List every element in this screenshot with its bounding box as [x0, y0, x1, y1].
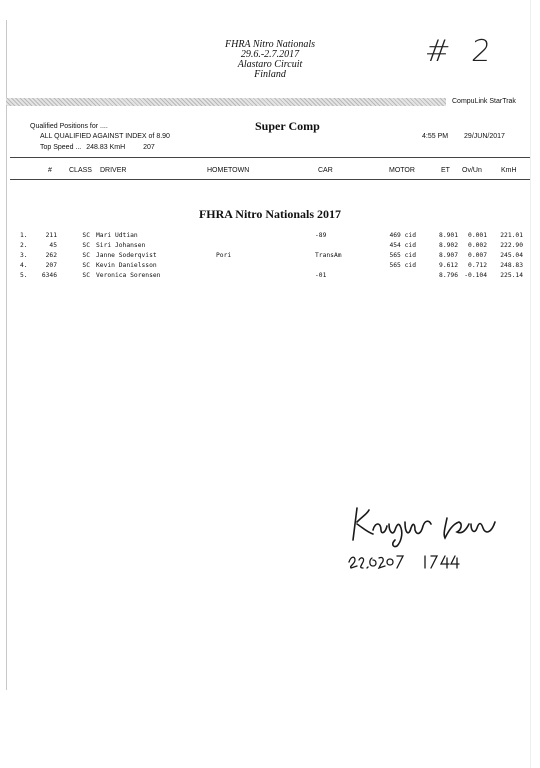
column-header-ovun: Ov/Un [462, 167, 482, 174]
result-ovun: 0.001 [468, 232, 487, 239]
result-ovun: -0.104 [464, 272, 487, 279]
column-header-bottom-rule [10, 179, 530, 180]
print-timestamp [422, 133, 505, 140]
column-header-top-rule [10, 157, 530, 158]
print-time: 4:55 PM [422, 133, 449, 140]
column-header-et: ET [441, 167, 450, 174]
result-motor: 454 cid [389, 242, 416, 249]
header-divider-stripe [6, 98, 446, 106]
column-header-hometown: HOMETOWN [207, 167, 250, 174]
result-car: TransAm [315, 252, 342, 259]
result-car-number: 207 [45, 262, 57, 269]
result-et: 9.612 [439, 262, 458, 269]
result-motor: 565 cid [389, 252, 416, 259]
result-car: -01 [315, 272, 327, 279]
page-right-edge [530, 0, 531, 768]
result-car-number: 262 [45, 252, 57, 259]
result-kmh: 222.90 [500, 242, 523, 249]
result-ovun: 0.712 [468, 262, 487, 269]
result-row [0, 252, 540, 262]
result-row [0, 272, 540, 282]
result-position: 3. [20, 252, 28, 259]
result-car-number: 6346 [41, 272, 57, 279]
result-row [0, 262, 540, 272]
event-country: Finland [254, 69, 286, 80]
top-speed-label: Top Speed ... [40, 144, 82, 151]
result-motor: 469 cid [389, 232, 416, 239]
result-car: -89 [315, 232, 327, 239]
result-class: SC [82, 272, 90, 279]
result-ovun: 0.007 [468, 252, 487, 259]
result-car-number: 45 [49, 242, 57, 249]
event-name: FHRA Nitro Nationals [224, 39, 315, 50]
result-kmh: 245.04 [500, 252, 523, 259]
result-kmh: 221.01 [500, 232, 523, 239]
print-date: 29/JUN/2017 [464, 133, 505, 140]
result-position: 2. [20, 242, 28, 249]
result-position: 4. [20, 262, 28, 269]
result-motor: 565 cid [389, 262, 416, 269]
column-header-motor: MOTOR [389, 167, 415, 174]
result-driver: Mari Udtian [96, 232, 138, 239]
result-et: 8.796 [439, 272, 458, 279]
result-class: SC [82, 232, 90, 239]
page-left-edge [6, 20, 7, 690]
column-header-class: CLASS [69, 167, 92, 174]
result-position: 1. [20, 232, 28, 239]
top-speed-value: 248.83 KmH [86, 144, 126, 151]
system-label: CompuLink StarTrak [452, 98, 516, 105]
result-car-number: 211 [45, 232, 57, 239]
column-header-number: # [48, 167, 52, 174]
result-kmh: 248.83 [500, 262, 523, 269]
event-circuit: Alastaro Circuit [237, 59, 303, 70]
result-hometown: Pori [216, 252, 232, 259]
result-et: 8.901 [439, 232, 458, 239]
result-driver: Janne Soderqvist [96, 252, 157, 259]
column-header-driver: DRIVER [100, 167, 127, 174]
qualifying-index-line: ALL QUALIFIED AGAINST INDEX of 8.90 [40, 133, 170, 140]
result-driver: Siri Johansen [96, 242, 146, 249]
handwritten-page-number: # 2 [423, 34, 499, 69]
result-kmh: 225.14 [500, 272, 523, 279]
result-row [0, 242, 540, 252]
result-class: SC [82, 262, 90, 269]
class-title: Super Comp [255, 119, 320, 133]
section-title: FHRA Nitro Nationals 2017 [198, 207, 342, 221]
result-ovun: 0.002 [468, 242, 487, 249]
result-et: 8.907 [439, 252, 458, 259]
handwritten-signature [345, 500, 505, 580]
result-class: SC [82, 242, 90, 249]
result-et: 8.902 [439, 242, 458, 249]
top-speed-car: 207 [143, 144, 155, 151]
top-speed-line [40, 144, 155, 151]
result-driver: Veronica Sorensen [96, 272, 161, 279]
event-dates: 29.6.-2.7.2017 [240, 49, 300, 60]
result-class: SC [82, 252, 90, 259]
column-header-car: CAR [318, 167, 333, 174]
qualified-positions-title: Qualified Positions for .... [30, 123, 108, 130]
result-position: 5. [20, 272, 28, 279]
column-header-kmh: KmH [501, 167, 517, 174]
result-driver: Kevin Danielsson [96, 262, 157, 269]
result-row [0, 232, 540, 242]
